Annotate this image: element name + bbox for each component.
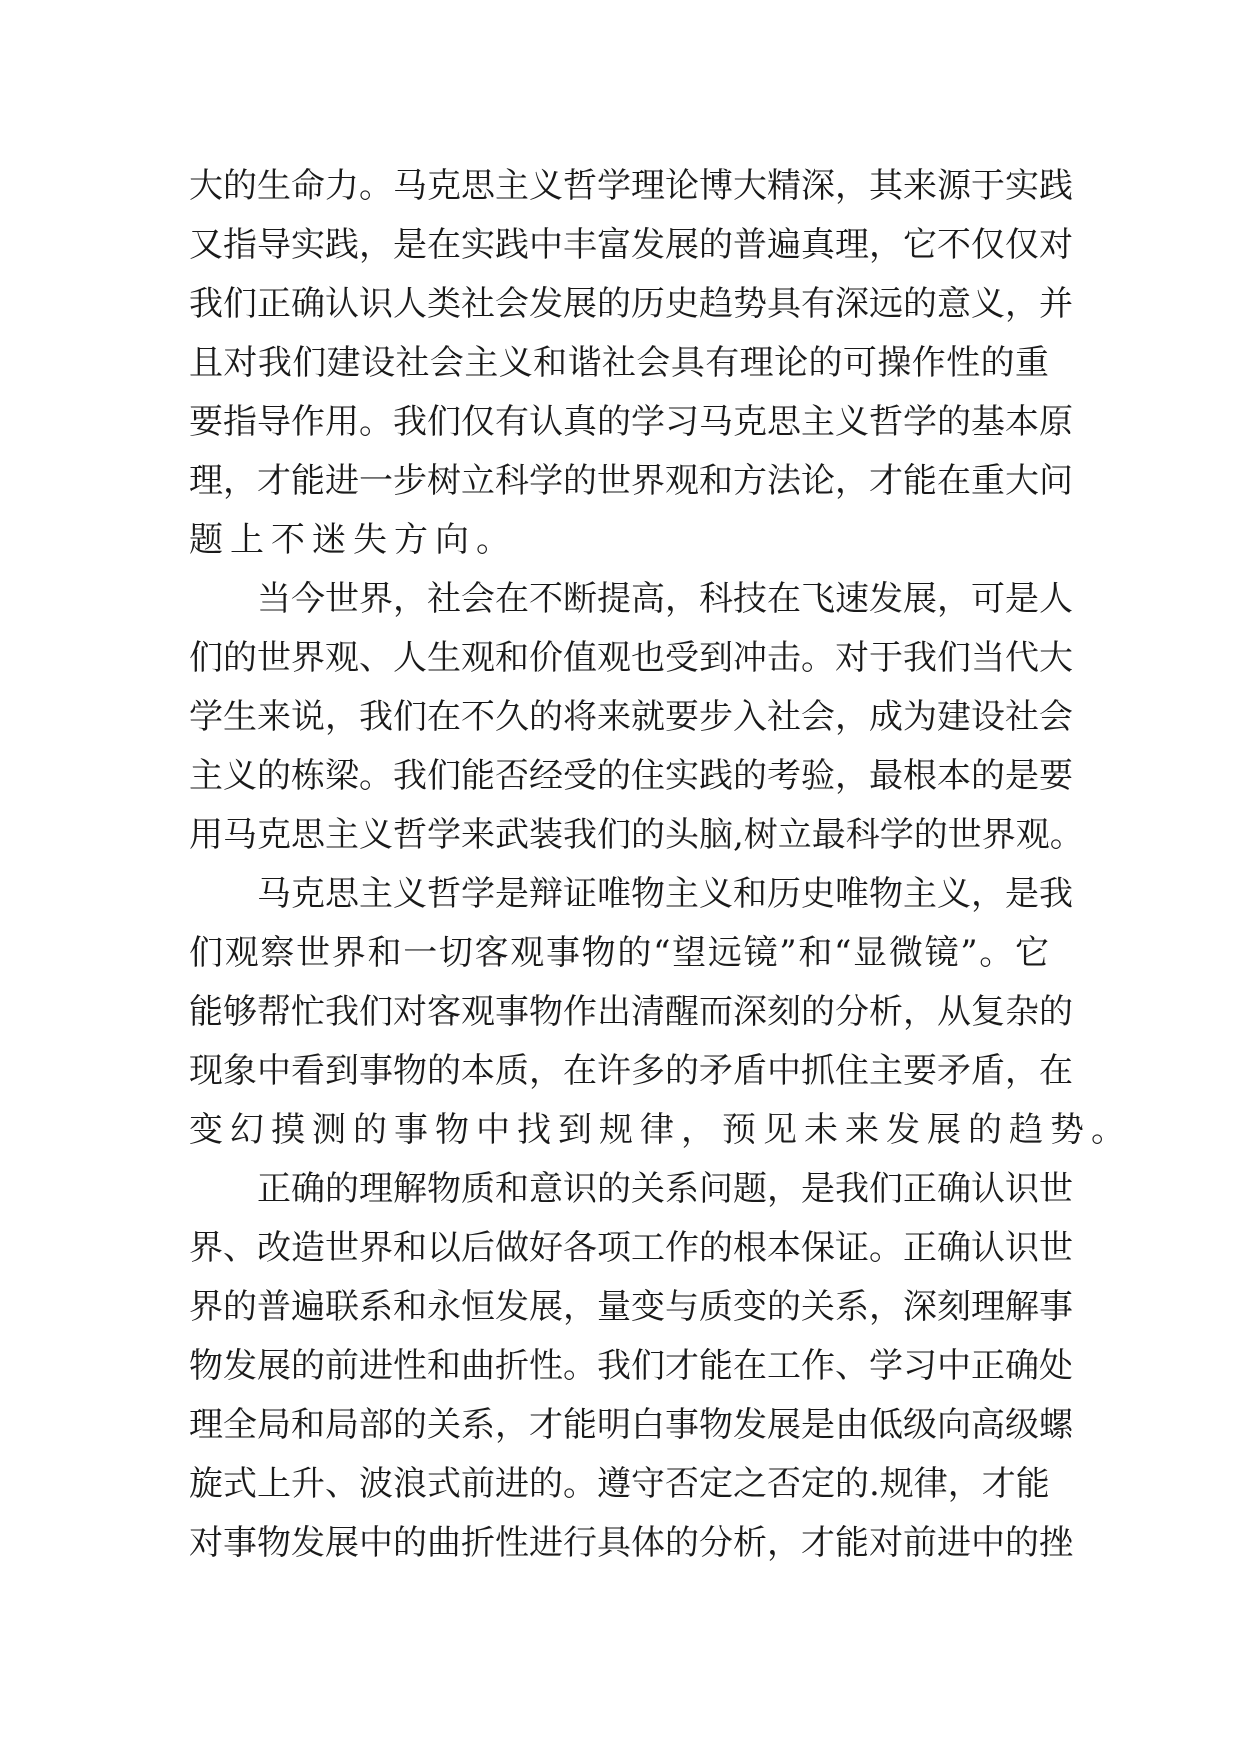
text-line: 界的普遍联系和永恒发展，量变与质变的关系，深刻理解事 — [189, 1287, 1073, 1327]
text-line: 们的世界观、人生观和价值观也受到冲击。对于我们当代大 — [189, 638, 1073, 678]
text-line: 我们正确认识人类社会发展的历史趋势具有深远的意义，并 — [189, 284, 1073, 324]
text-line: 又指导实践，是在实践中丰富发展的普遍真理，它不仅仅对 — [189, 225, 1073, 265]
text-line: 能够帮忙我们对客观事物作出清醒而深刻的分析，从复杂的 — [189, 992, 1073, 1032]
text-line: 当今世界，社会在不断提高，科技在飞速发展，可是人 — [257, 579, 1073, 619]
text-line: 变幻摸测的事物中找到规律，预见未来发展的趋势。 — [189, 1110, 1132, 1150]
text-line: 题上不迷失方向。 — [189, 520, 517, 560]
text-line: 且对我们建设社会主义和谐社会具有理论的可操作性的重 — [189, 343, 1049, 383]
text-line: 正确的理解物质和意识的关系问题，是我们正确认识世 — [257, 1169, 1073, 1209]
text-line: 们观察世界和一切客观事物的“望远镜”和“显微镜”。它 — [189, 933, 1049, 973]
paragraph-1 — [189, 157, 1073, 570]
paragraph-3 — [189, 865, 1132, 1160]
text-line: 物发展的前进性和曲折性。我们才能在工作、学习中正确处 — [189, 1346, 1073, 1386]
paragraph-4 — [189, 1160, 1073, 1573]
body-text — [189, 157, 1132, 1573]
text-line: 旋式上升、波浪式前进的。遵守否定之否定的.规律，才能 — [189, 1464, 1050, 1504]
paragraph-2 — [189, 570, 1084, 865]
text-line: 用马克思主义哲学来武装我们的头脑,树立最科学的世界观。 — [189, 815, 1084, 855]
text-line: 理全局和局部的关系，才能明白事物发展是由低级向高级螺 — [189, 1405, 1073, 1445]
text-line: 马克思主义哲学是辩证唯物主义和历史唯物主义，是我 — [257, 874, 1073, 914]
text-line: 界、改造世界和以后做好各项工作的根本保证。正确认识世 — [189, 1228, 1073, 1268]
text-line: 学生来说，我们在不久的将来就要步入社会，成为建设社会 — [189, 697, 1073, 737]
text-line: 理，才能进一步树立科学的世界观和方法论，才能在重大问 — [189, 461, 1073, 501]
text-line: 主义的栋梁。我们能否经受的住实践的考验，最根本的是要 — [189, 756, 1073, 796]
text-line: 对事物发展中的曲折性进行具体的分析，才能对前进中的挫 — [189, 1523, 1073, 1563]
text-line: 要指导作用。我们仅有认真的学习马克思主义哲学的基本原 — [189, 402, 1073, 442]
text-line: 现象中看到事物的本质，在许多的矛盾中抓住主要矛盾，在 — [189, 1051, 1073, 1091]
text-line: 大的生命力。马克思主义哲学理论博大精深，其来源于实践 — [189, 166, 1073, 206]
